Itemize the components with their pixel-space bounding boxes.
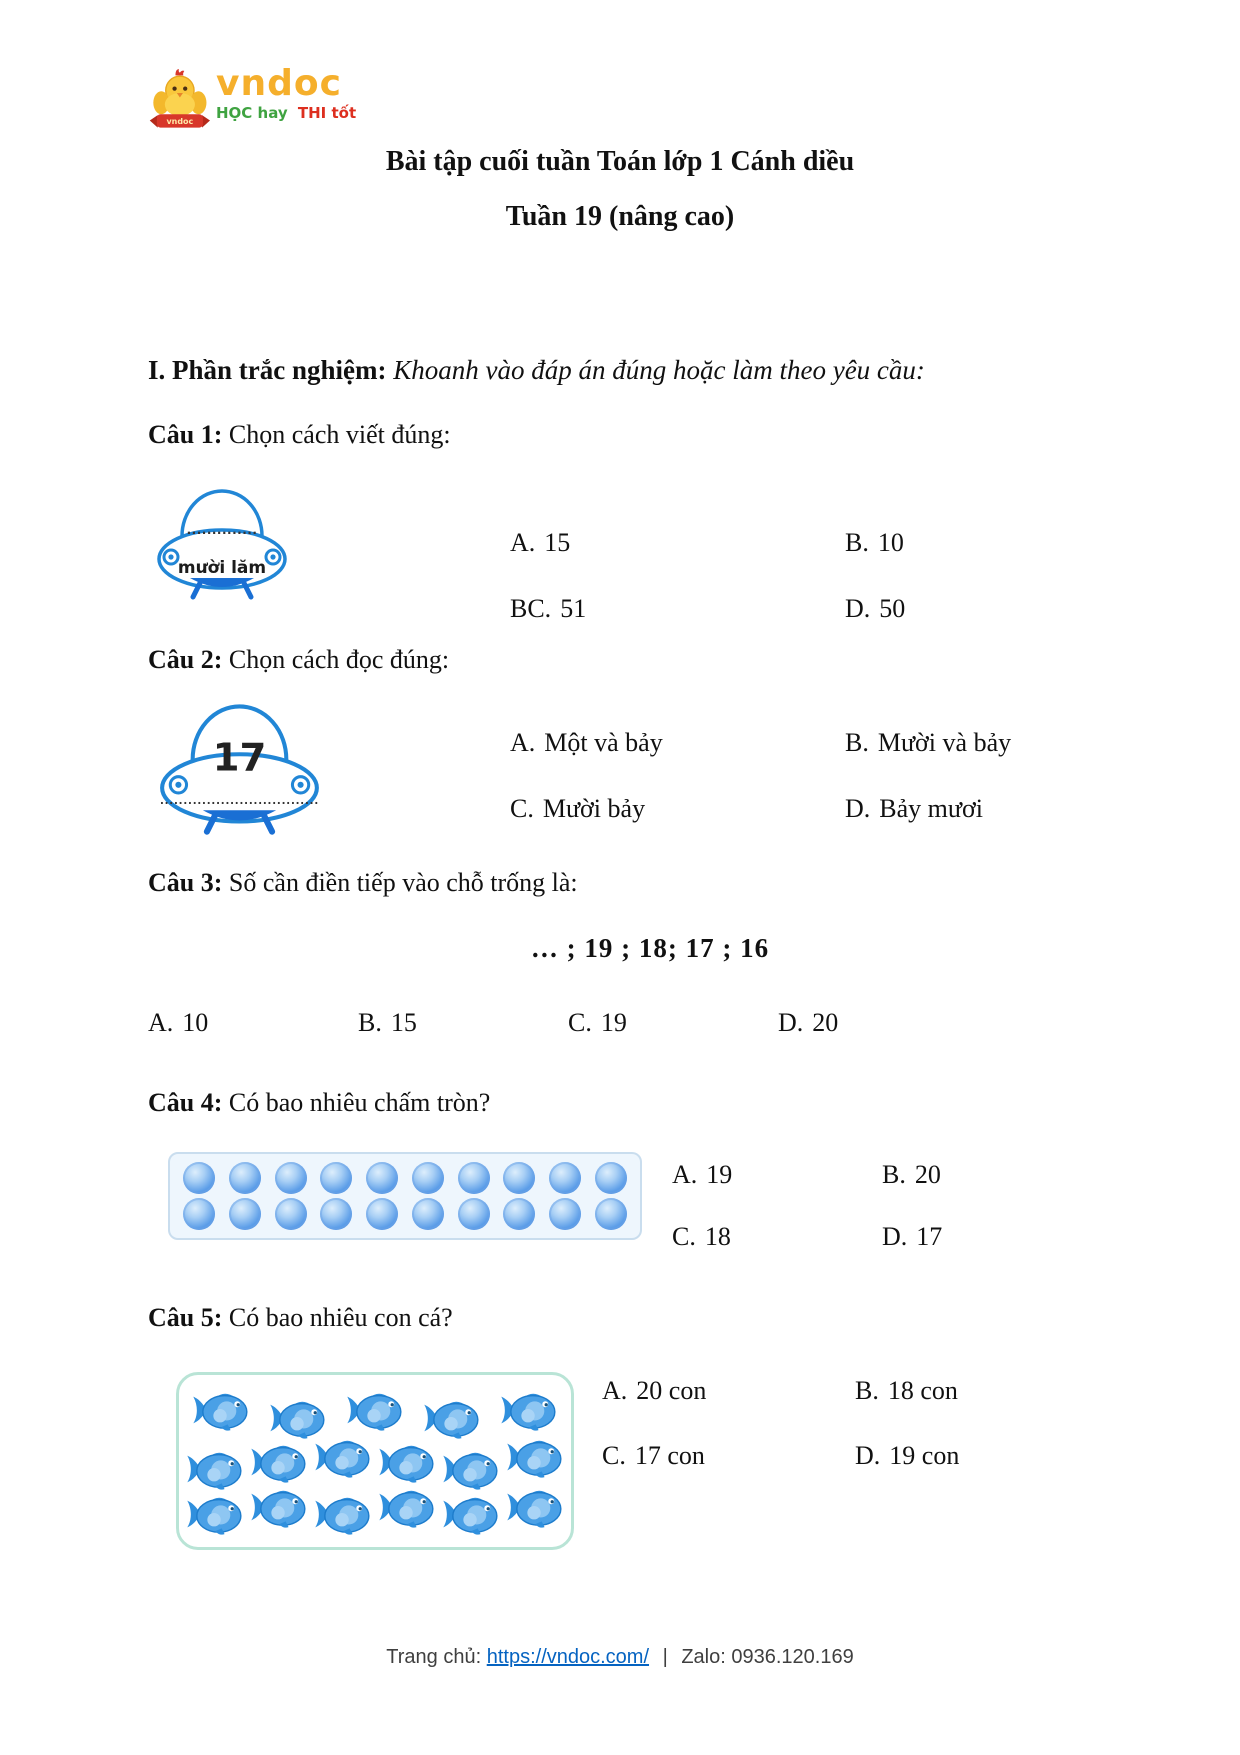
section-instruction: Khoanh vào đáp án đúng hoặc làm theo yêu cầu: [393, 355, 925, 385]
q2-option-a: A. Một và bảy [510, 728, 663, 757]
q4-option-c: C. 18 [672, 1222, 731, 1251]
blue-dot [275, 1162, 307, 1194]
vndoc-logo [148, 63, 357, 136]
blue-dot [595, 1198, 627, 1230]
chick-mascot-icon [148, 66, 210, 136]
blue-dot [503, 1198, 535, 1230]
fish-icon [442, 1492, 500, 1536]
fish-grid [176, 1372, 574, 1550]
logo-tagline [216, 106, 356, 121]
ufo-1-dotted-line: .............. [186, 523, 258, 537]
fish-icon [186, 1447, 244, 1491]
document-title: Bài tập cuối tuần Toán lớp 1 Cánh diều [385, 146, 855, 177]
q5-option-b: B. 18 con [855, 1376, 958, 1405]
question-4-title [148, 1088, 490, 1118]
footer-zalo: Zalo: 0936.120.169 [681, 1646, 854, 1668]
fish-icon [269, 1396, 327, 1440]
section-label: I. Phần trắc nghiệm: [148, 355, 387, 385]
fish-icon [192, 1388, 250, 1432]
question-1-label: Câu 1: [148, 420, 223, 449]
fish-icon [250, 1440, 308, 1484]
footer-prefix: Trang chủ: [386, 1646, 482, 1668]
question-2-text: Chọn cách đọc đúng: [228, 645, 450, 674]
q2-option-c: C. Mười bảy [510, 794, 646, 823]
fish-row [183, 1489, 567, 1539]
blue-dot [229, 1198, 261, 1230]
fish-row [183, 1385, 567, 1435]
page-footer [0, 1646, 1240, 1669]
question-3-text: Số cần điền tiếp vào chỗ trống là: [228, 868, 578, 897]
question-2-title [148, 645, 449, 675]
blue-dot [366, 1198, 398, 1230]
question-3-title [148, 868, 578, 898]
document-subtitle: Tuần 19 (nâng cao) [505, 201, 735, 232]
q4-option-b: B. 20 [882, 1160, 941, 1189]
fish-icon [506, 1485, 564, 1529]
logo-tagline-green: HỌC hay [216, 104, 288, 122]
blue-dot [412, 1162, 444, 1194]
blue-dot [595, 1162, 627, 1194]
question-4-label: Câu 4: [148, 1088, 223, 1117]
footer-separator: | [662, 1646, 668, 1668]
fish-icon [250, 1485, 308, 1529]
logo-tagline-red: THI tốt [297, 104, 357, 122]
dots-grid [168, 1152, 642, 1240]
q4-option-a: A. 19 [672, 1160, 733, 1189]
blue-dot [503, 1162, 535, 1194]
q3-option-c: C. 19 [568, 1008, 627, 1037]
fish-row [183, 1437, 567, 1487]
svg-text:vndoc: vndoc [166, 117, 194, 127]
q1-option-d: D. 50 [845, 594, 906, 623]
ufo-2-dotted-line: .................................. [159, 796, 320, 808]
blue-dot [549, 1198, 581, 1230]
q5-option-d: D. 19 con [855, 1441, 960, 1470]
blue-dot [183, 1198, 215, 1230]
blue-dot [458, 1162, 490, 1194]
q5-option-c: C. 17 con [602, 1441, 705, 1470]
homepage-link[interactable]: https://vndoc.com/ [486, 1646, 650, 1668]
question-3-label: Câu 3: [148, 868, 223, 897]
blue-dot [320, 1162, 352, 1194]
blue-dot [275, 1198, 307, 1230]
blue-dot [183, 1162, 215, 1194]
ufo-2-number: 17 [212, 735, 267, 781]
fish-icon [346, 1388, 404, 1432]
fish-icon [442, 1447, 500, 1491]
fish-icon [378, 1440, 436, 1484]
q5-option-a: A. 20 con [602, 1376, 707, 1405]
ufo-muoi-lam-image [152, 482, 292, 600]
logo-brand-text: vndoc [216, 63, 342, 104]
dot-row [183, 1162, 627, 1194]
blue-dot [458, 1198, 490, 1230]
q2-option-d: D. Bảy mươi [845, 794, 983, 823]
fish-icon [314, 1435, 372, 1479]
blue-dot [229, 1162, 261, 1194]
number-sequence: … ; 19 ; 18; 17 ; 16 [530, 933, 770, 963]
section-heading [148, 355, 925, 386]
fish-icon [500, 1388, 558, 1432]
q3-option-a: A. 10 [148, 1008, 209, 1037]
question-1-title [148, 420, 451, 450]
question-4-text: Có bao nhiêu chấm tròn? [228, 1088, 491, 1117]
blue-dot [366, 1162, 398, 1194]
fish-icon [314, 1492, 372, 1536]
q3-option-b: B. 15 [358, 1008, 417, 1037]
question-1-text: Chọn cách viết đúng: [228, 420, 451, 449]
question-2-label: Câu 2: [148, 645, 223, 674]
q4-option-d: D. 17 [882, 1222, 943, 1251]
fish-icon [423, 1396, 481, 1440]
question-5-text: Có bao nhiêu con cá? [228, 1303, 453, 1332]
q3-option-d: D. 20 [778, 1008, 839, 1037]
q1-option-bc: BC. 51 [510, 594, 587, 623]
blue-dot [549, 1162, 581, 1194]
question-5-title [148, 1303, 453, 1333]
blue-dot [412, 1198, 444, 1230]
dot-row [183, 1198, 627, 1230]
ufo-17-image [156, 696, 324, 839]
fish-icon [506, 1435, 564, 1479]
q1-option-b: B. 10 [845, 528, 904, 557]
q1-option-a: A. 15 [510, 528, 571, 557]
ufo-1-word: mười lăm [177, 558, 267, 578]
fish-icon [378, 1485, 436, 1529]
question-5-label: Câu 5: [148, 1303, 223, 1332]
fish-icon [186, 1492, 244, 1536]
blue-dot [320, 1198, 352, 1230]
q2-option-b: B. Mười và bảy [845, 728, 1012, 757]
